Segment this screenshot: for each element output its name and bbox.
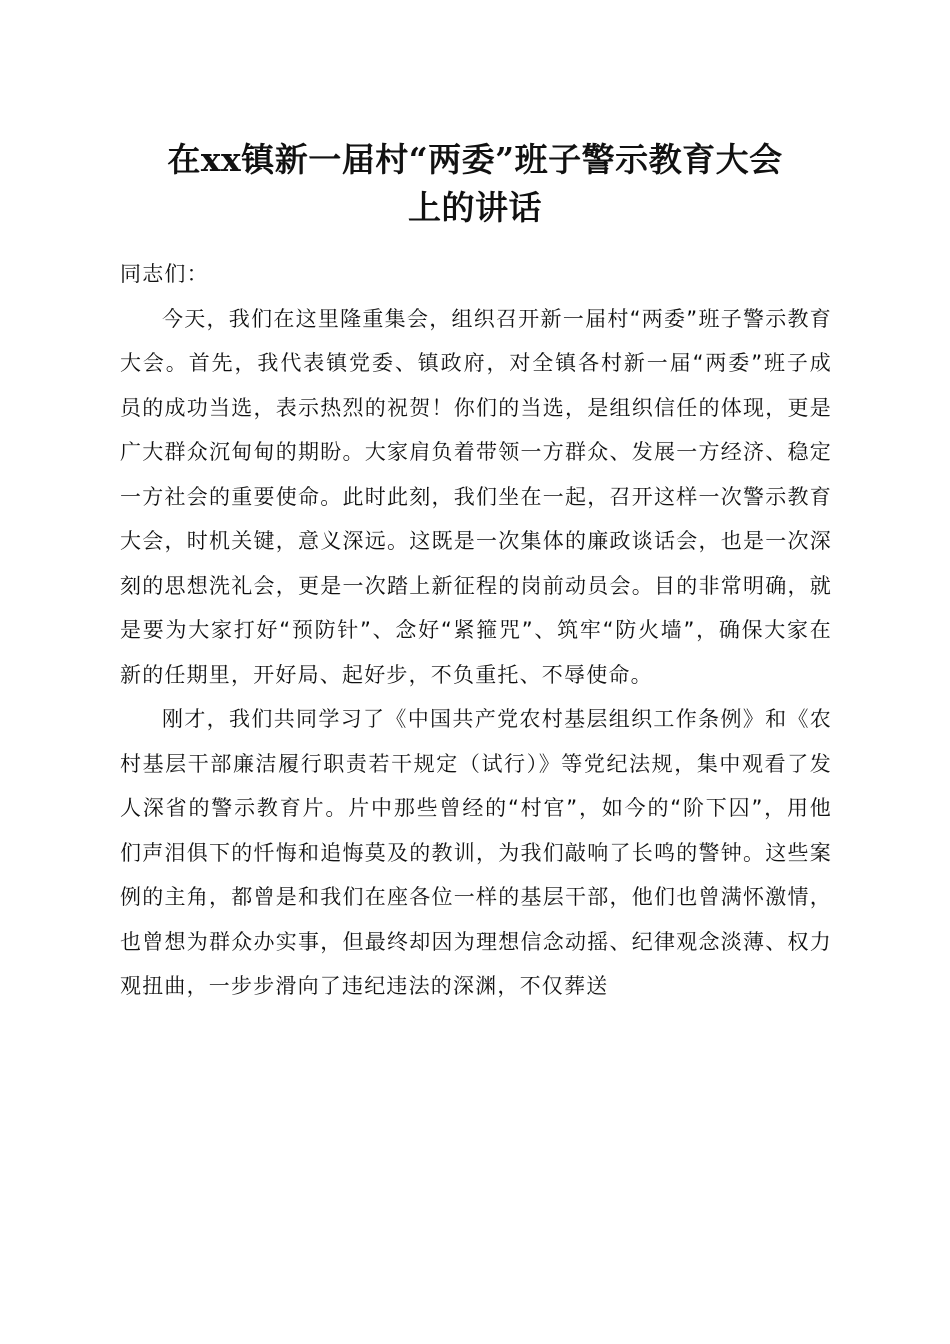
document-body [120,252,832,1009]
salutation: 同志们： [120,262,209,286]
paragraph-1: 今天，我们在这里隆重集会，组织召开新一届村“两委”班子警示教育大会。首先，我代表镇党委、镇政府，对全镇各村新一届“两委”班子成员的成功当选，表示热烈的祝贺！你们的当选，是组织信任的体现，更是广大群众沉甸甸的期盼。大家肩负着带领一方群众、发展一方经济、稳定一方社会的重要使命。此时此刻，我们坐在一起，召开这样一次警示教育大会，时机关键，意义深远。这既是一次集体的廉政谈话会，也是一次深刻的思想洗礼会，更是一次踏上新征程的岗前动员会。目的非常明确，就是要为大家打好“预防针”、念好“紧箍咒”、筑牢“防火墙”，确保大家在新的任期里，开好局、起好步，不负重托、不辱使命。 [120,306,832,687]
paragraph-2: 刚才，我们共同学习了《中国共产党农村基层组织工作条例》和《农村基层干部廉洁履行职责若干规定（试行）》等党纪法规，集中观看了发人深省的警示教育片。片中那些曾经的“村官”，如今的“阶下囚”，用他们声泪俱下的忏悔和追悔莫及的教训，为我们敲响了长鸣的警钟。这些案例的主角，都曾是和我们在座各位一样的基层干部，他们也曾满怀激情，也曾想为群众办实事，但最终却因为理想信念动摇、纪律观念淡薄、权力观扭曲，一步步滑向了违纪违法的深渊，不仅葬送 [120,707,832,998]
title-line-1: 在xx镇新一届村“两委”班子警示教育大会 [167,140,783,179]
title-line-2: 上的讲话 [408,188,542,227]
document-title [100,136,850,232]
